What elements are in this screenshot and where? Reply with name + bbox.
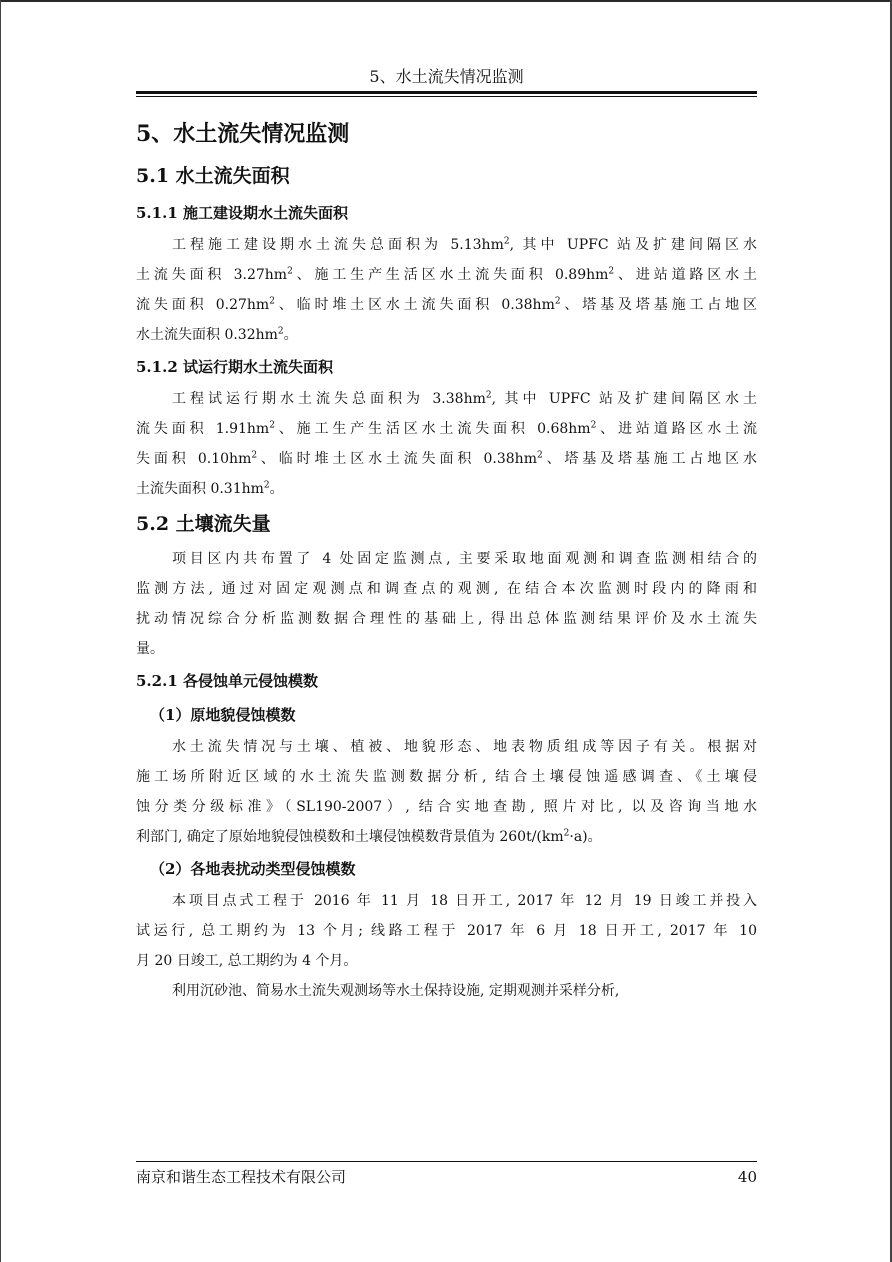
paragraph-line: 试运行, 总工期约为 13 个月; 线路工程于 2017 年 6 月 18 日开工, 2017 年 10	[136, 923, 757, 939]
paragraph-line: 监测方法, 通过对固定观测点和调查点的观测, 在结合本次监测时段内的降雨和	[136, 581, 757, 597]
paragraph-line: 土流失面积 $0.31hm^2$。	[136, 480, 284, 497]
paragraph-line: 项目区内共布置了 4 处固定监测点, 主要采取地面观测和调查监测相结合的	[172, 551, 757, 567]
header-rule-thick	[136, 91, 757, 94]
paragraph-line: 月 20 日竣工, 总工期约为 4 个月。	[136, 953, 358, 969]
subsection-2-title: （2）各地表扰动类型侵蚀模数	[150, 860, 356, 878]
paragraph-line: 扰动情况综合分析监测数据合理性的基础上, 得出总体监测结果评价及水土流失	[136, 611, 757, 627]
subsection-2-paragraph	[136, 886, 757, 1006]
subsection-1-paragraph	[136, 732, 757, 852]
paragraph-line: 量。	[136, 641, 164, 657]
section-5-1-2-title: 5.1.2 试运行期水土流失面积	[136, 358, 333, 376]
paragraph-line: 利用沉砂池、简易水土流失观测场等水土保持设施, 定期观测并采样分析,	[172, 983, 620, 999]
running-header: 5、水土流失情况监测	[369, 67, 524, 86]
paragraph-line: 利部门, 确定了原始地貌侵蚀模数和土壤侵蚀模数背景值为 $260t/(km^2\cdot a)$。	[136, 828, 602, 845]
paragraph-line: 本项目点式工程于 2016 年 11 月 18 日开工, 2017 年 12 月 19 日竣工并投入	[172, 893, 757, 909]
paragraph-line: 水土流失面积 $0.32hm^2$。	[136, 326, 298, 343]
paragraph-line: 工程试运行期水土流失总面积为 $3.38hm^2$, 其中 UPFC 站及扩建间隔区水土	[172, 390, 757, 407]
paragraph-line: 蚀分类分级标准》（SL190-2007）, 结合实地查勘, 照片对比, 以及咨询当地水	[136, 799, 757, 815]
section-5-2-title: 5.2 土壤流失量	[136, 513, 271, 535]
footer-rule	[136, 1161, 757, 1162]
subsection-1-title: （1）原地貌侵蚀模数	[150, 706, 296, 724]
paragraph-line: 工程施工建设期水土流失总面积为 $5.13hm^2$, 其中 UPFC 站及扩建间隔区水	[172, 236, 757, 253]
page-number: 40	[737, 1168, 757, 1186]
section-5-1-1-title: 5.1.1 施工建设期水土流失面积	[136, 204, 348, 222]
section-5-1-1-paragraph	[136, 230, 757, 350]
page-body	[136, 112, 757, 1006]
paragraph-line: 土流失面积 $3.27hm^2$、施工生产生活区水土流失面积 $0.89hm^2$、进站道路区水土	[136, 266, 757, 283]
paragraph-line: 流失面积 $1.91hm^2$、施工生产生活区水土流失面积 $0.68hm^2$、进站道路区水土流	[136, 420, 757, 437]
section-5-2-1-title: 5.2.1 各侵蚀单元侵蚀模数	[136, 672, 318, 690]
page-left-edge	[0, 0, 1, 1262]
header-rule-thin	[136, 96, 757, 97]
section-5-1-2-paragraph	[136, 384, 757, 504]
paragraph-line: 失面积 $0.10hm^2$、临时堆土区水土流失面积 $0.38hm^2$、塔基及塔基施工占地区水	[136, 450, 757, 467]
footer-company-name: 南京和谐生态工程技术有限公司	[136, 1168, 347, 1186]
chapter-title: 5、水土流失情况监测	[136, 121, 350, 147]
paragraph-line: 流失面积 $0.27hm^2$、临时堆土区水土流失面积 $0.38hm^2$、塔基及塔基施工占地区	[136, 296, 757, 313]
paragraph-line: 水土流失情况与土壤、植被、地貌形态、地表物质组成等因子有关。根据对	[172, 739, 757, 755]
paragraph-line: 施工场所附近区域的水土流失监测数据分析, 结合土壤侵蚀遥感调查、《土壤侵	[136, 769, 757, 785]
section-5-2-intro-paragraph	[136, 544, 757, 664]
page-top-edge	[0, 0, 892, 2]
section-5-1-title: 5.1 水土流失面积	[136, 165, 290, 187]
